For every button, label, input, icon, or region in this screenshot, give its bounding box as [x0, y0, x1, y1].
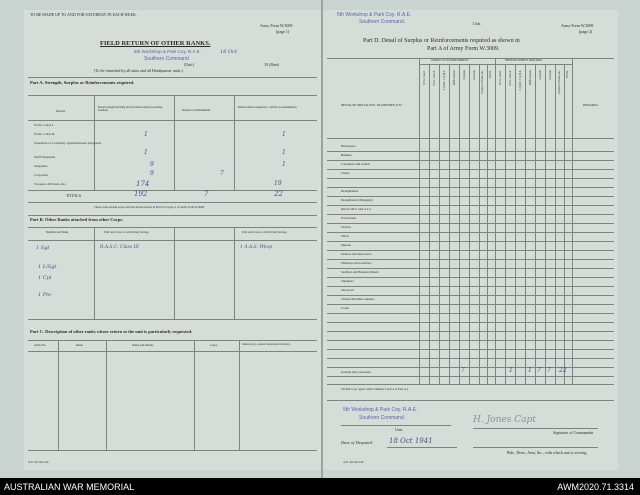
partB-header: Unit and Corps to which they belong. — [242, 230, 288, 234]
partA-value: 19 — [274, 180, 282, 187]
rank-header: S.Q.M.S. C.Q.M.S. — [519, 70, 522, 91]
despatch-date-label: Date of Despatch — [341, 440, 373, 445]
trade-row: Saddlers and Harness Makers — [341, 270, 379, 274]
rank-header: Staff Serjeants — [529, 70, 532, 86]
trade-row: Draughtsmen (Mapping) — [341, 198, 373, 202]
trade-row: Masons — [341, 243, 351, 247]
partA-value: 9 — [150, 161, 154, 168]
right-print-code: A.N. 341.Stk.3/40 — [343, 461, 364, 464]
archive-name: AUSTRALIAN WAR MEMORIAL — [4, 482, 135, 492]
partB-entry-unit2: 1 A.A.S. Wksp — [240, 245, 272, 250]
bottom-unit-label: Unit. — [395, 427, 404, 432]
trade-row: Vickers Machine Gunners — [341, 297, 375, 301]
partA-row-label: W.Os. Class II. — [34, 132, 56, 136]
trade-row: Surveyors — [341, 288, 354, 292]
archive-footer — [0, 478, 640, 495]
general-duty-value: 7 — [461, 367, 465, 374]
partB-entry-unit: R.A.S.C. Class III — [100, 245, 139, 250]
partC-header: Name and Initials. — [132, 343, 155, 347]
partD-title-line2: Part A of Army Form W.3009. — [427, 46, 500, 52]
partA-value: 1 — [282, 131, 286, 138]
partA-header-reinforcements: Reinforcements required (i.e., deficits on establishment). — [238, 106, 297, 109]
general-duty-value: 22 — [559, 367, 567, 374]
partA-header-detail: Detail. — [56, 109, 66, 113]
trade-row: Farriers — [341, 225, 351, 229]
trade-row: Carpenters and Joiners — [341, 162, 371, 166]
signature: H. Jones Capt — [473, 415, 536, 425]
left-page — [24, 10, 321, 470]
furnished-note: (To be furnished by all units and all Headquarter units.) — [94, 68, 183, 73]
right-command-stamp: Southern Command. — [359, 19, 406, 25]
partA-row-label: Corporals — [34, 173, 48, 177]
right-page — [323, 10, 618, 470]
partC-header: Rank. — [76, 343, 84, 347]
rank-header: Serjeants — [463, 70, 466, 80]
partC-title: Part C. Description of other ranks whose return to the unit is particularly requested. — [30, 329, 193, 334]
partA-value: 174 — [136, 180, 150, 188]
partA-value: 1 — [144, 149, 148, 156]
form-title: FIELD RETURN OF OTHER RANKS. — [100, 40, 211, 47]
partA-title: Part A. Strength, Surplus or Reinforcements required. — [30, 80, 135, 85]
bottom-command-stamp: Southern Command. — [359, 415, 406, 421]
partC-header: Corps. — [210, 343, 218, 347]
right-unit-label: Unit. — [473, 21, 482, 26]
partA-value: 1 — [144, 131, 148, 138]
trade-row: Painters and Decorators — [341, 252, 372, 256]
total-surplus: 7 — [204, 190, 209, 198]
partA-row-label: Troopers, Privates, &c. — [34, 182, 67, 186]
date-written: 18 Oct — [220, 49, 237, 55]
despatch-date: 18 Oct 1941 — [389, 437, 433, 445]
general-duty-value: 1 — [509, 367, 513, 374]
total-header: TOTAL — [489, 70, 492, 79]
partB-entry-rank: 1 Sgt — [36, 245, 50, 251]
rank-header: Troopers, Privates, &c. — [481, 70, 484, 95]
general-duty-label: General duty personnel — [341, 370, 371, 374]
total-reinforcements: 22 — [274, 190, 283, 198]
date-label: 19 (Date) — [264, 62, 280, 67]
trade-row: Drivers M.T. and or I.C. — [341, 207, 372, 211]
trade-row: Builders — [341, 153, 352, 157]
rank-header: Corporals — [473, 70, 476, 81]
partB-entry-rank: 1 Pte — [38, 292, 52, 298]
trade-row: Cooks — [341, 306, 350, 310]
partA-value: 1 — [282, 149, 286, 156]
partD-totals-label: TOTALS (to agree with Columns 3 and 4 of Part A.) — [341, 387, 409, 391]
trade-row: Plumbers and Gasfitters — [341, 261, 372, 265]
bottom-unit-stamp: 5th Workshop & Park Coy. R.A.E. — [343, 407, 418, 413]
totals-label: TOTALS — [66, 193, 81, 198]
reinforcements-group-header: REINFORCEMENTS REQUIRED. — [505, 59, 543, 62]
partC-header: Army No. — [34, 343, 47, 347]
partA-row-label: Squadron or Company Quartermaster-Sergeants — [34, 141, 102, 145]
unit-stamp: 5th Workshop & Park Coy. R.A.E. — [134, 49, 201, 54]
top-note: TO BE MADE UP TO AND FOR SATURDAY IN EACH WEEK. — [30, 12, 137, 17]
partD-title: Part D. Detail of Surplus or Reinforcements required as shown in — [363, 38, 520, 44]
archive-reference: AWM2020.71.3314 — [557, 482, 634, 492]
total-strength: 192 — [134, 190, 148, 198]
partA-value: 7 — [220, 170, 224, 177]
trade-row: Signallers — [341, 279, 354, 283]
command-stamp: Southern Command — [144, 56, 189, 62]
rank-header: W.Os. Class I. — [499, 70, 502, 85]
partB-header: Unit and Corps to which they belong. — [104, 230, 150, 234]
rank-header: S.Q.M.S. C.Q.M.S. — [443, 70, 446, 91]
rank-header: W.Os. Class I. — [423, 70, 426, 85]
trade-row: Bricklayers — [341, 144, 356, 148]
partB-header: Number and Rank. — [46, 230, 69, 234]
rank-header: Staff Serjeants — [453, 70, 456, 86]
rank-header: W.Os. Class II. — [433, 70, 436, 86]
rank-header: Troopers, Privates, &c. — [558, 70, 561, 95]
partA-header-strength: Present strength including attached reinforcements (excluding attached). — [98, 106, 163, 112]
rank-header: Corporals — [549, 70, 552, 81]
partA-value: 9 — [150, 170, 154, 177]
right-form-number: Army Form W.3009 — [561, 23, 594, 28]
trade-row: Draughtsmen — [341, 189, 359, 193]
left-page-number: (page 1) — [276, 29, 290, 34]
partA-value: 1 — [282, 161, 286, 168]
remarks-header: REMARKS. — [583, 103, 599, 107]
trade-row: Clerks — [341, 171, 350, 175]
trade-row: Electricians — [341, 216, 357, 220]
partB-entry-rank: 1 L/Sgt — [38, 264, 57, 270]
trade-row: Fitters — [341, 234, 350, 238]
general-duty-value: 7 — [547, 367, 551, 374]
partA-note: These totals should agree with the details shown in Part D on page 2 of Army Form W.3009. — [94, 205, 205, 209]
left-print-code: A.N. 341.Stk.3/40 — [28, 461, 49, 464]
general-duty-value: 1 — [528, 367, 532, 374]
rank-header: Serjeants — [539, 70, 542, 80]
partC-header: Remarks (e.g., present whereabouts if known). — [242, 343, 291, 346]
partB-entry-rank: 1 Cpl — [38, 275, 52, 281]
bde-note: Bde., Divn., Area, &c., with which unit is serving. — [507, 450, 588, 455]
signature-label: Signature of Commander — [553, 430, 594, 435]
partA-header-surplus: Surplus to Establishment. — [182, 109, 211, 112]
general-duty-value: 7 — [537, 367, 541, 374]
partA-row-label: Sergeants — [34, 164, 48, 168]
surplus-group-header: SURPLUS TO ESTABLISHMENT. — [431, 59, 469, 62]
total-header: TOTAL — [566, 70, 569, 79]
rank-header: W.Os. Class II. — [509, 70, 512, 86]
partA-row-label: W.Os. Class I. — [34, 123, 54, 127]
unit-label: (Unit) — [184, 62, 194, 67]
right-unit-stamp: 5th Workshop & Park Coy. R.A.E. — [337, 12, 412, 18]
partA-row-label: Staff Sergeants — [34, 155, 56, 159]
left-form-number: Army Form W.3009 — [260, 23, 293, 28]
right-page-number: (page 2) — [579, 29, 593, 34]
detail-header: DETAIL OF SPECIALISTS, TRADESMEN, ETC. — [341, 103, 403, 107]
partB-title: Part B. Other Ranks attached from other Corps. — [30, 217, 124, 222]
